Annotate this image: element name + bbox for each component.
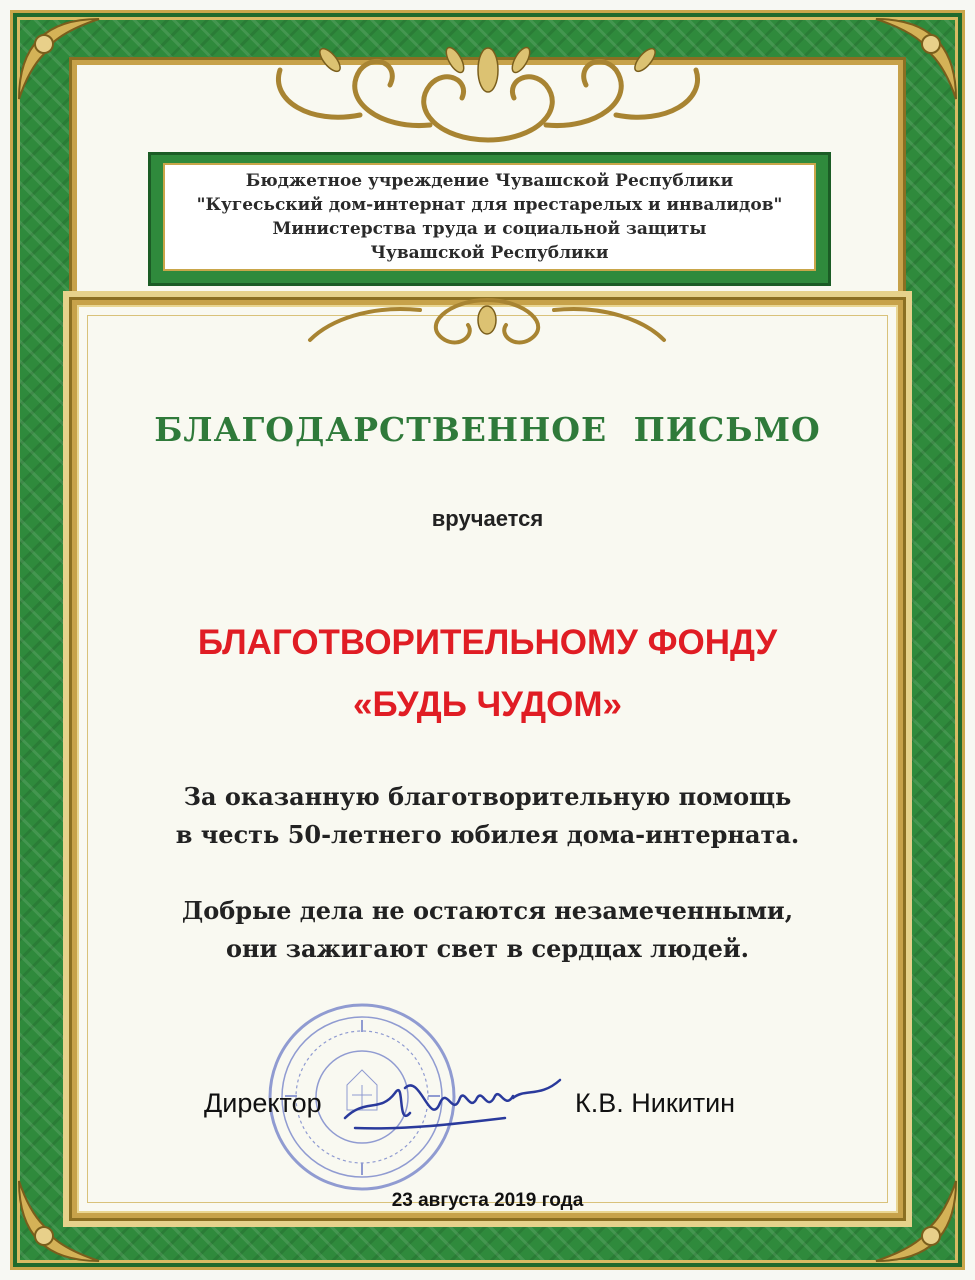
institution-header-box bbox=[148, 152, 831, 286]
recipient-block bbox=[0, 612, 975, 736]
corner-ornament-icon bbox=[871, 14, 961, 104]
institution-line: "Кугесьский дом-интернат для престарелых и инвалидов" bbox=[196, 195, 783, 215]
institution-line: Чувашской Республики bbox=[370, 243, 609, 263]
signer-name: К.В. Никитин bbox=[575, 1088, 736, 1118]
quote-line: они зажигают свет в сердцах людей. bbox=[225, 934, 750, 963]
reason-line: в честь 50-летнего юбилея дома-интерната. bbox=[175, 820, 800, 849]
quote-line: Добрые дела не остаются незамеченными, bbox=[181, 896, 794, 925]
reason-line: За оказанную благотворительную помощь bbox=[183, 782, 792, 811]
recipient-line: «БУДЬ ЧУДОМ» bbox=[353, 685, 622, 724]
reason-block bbox=[0, 778, 975, 854]
signer-position: Директор bbox=[204, 1088, 322, 1118]
document-date: 23 августа 2019 года bbox=[391, 1190, 584, 1211]
scroll-ornament-icon bbox=[240, 30, 735, 160]
corner-ornament-icon bbox=[14, 14, 104, 104]
institution-header-inner bbox=[163, 163, 816, 271]
institution-line: Министерства труда и социальной защиты bbox=[272, 219, 707, 239]
document-title: БЛАГОДАРСТВЕННОЕ ПИСЬМО bbox=[154, 410, 821, 449]
institution-line: Бюджетное учреждение Чувашской Республики bbox=[245, 171, 734, 191]
lower-scroll-ornament-icon bbox=[270, 290, 705, 350]
handwritten-signature-icon bbox=[335, 1058, 565, 1148]
presented-label: вручается bbox=[431, 506, 544, 531]
recipient-line: БЛАГОТВОРИТЕЛЬНОМУ ФОНДУ bbox=[197, 623, 778, 662]
quote-block bbox=[0, 892, 975, 968]
